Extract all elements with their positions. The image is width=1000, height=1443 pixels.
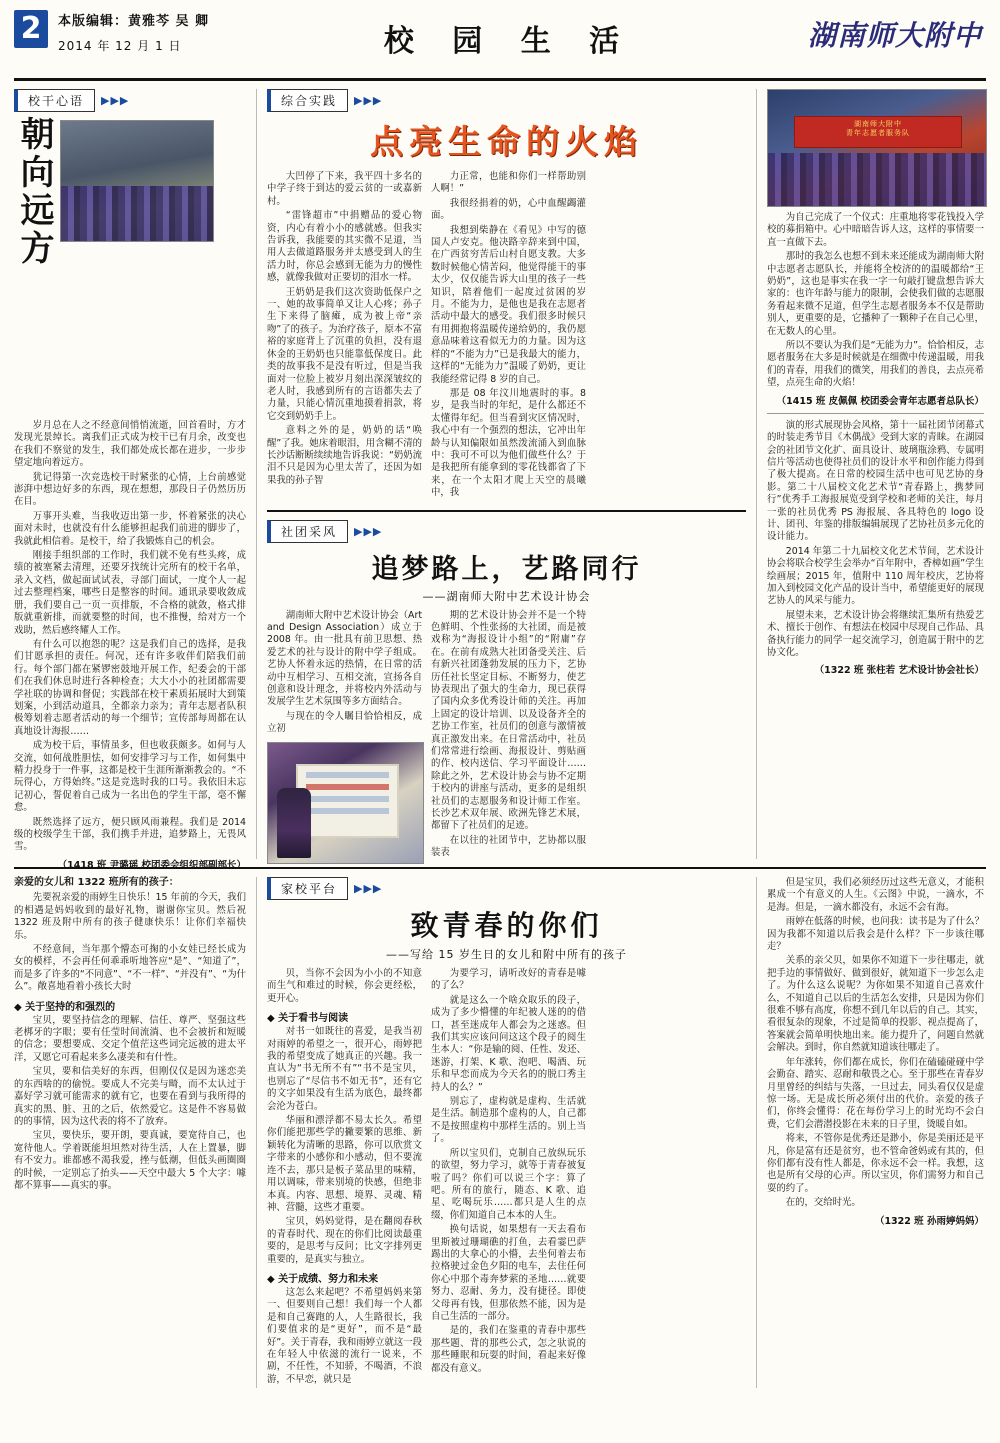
center-mid-col3: [767, 420, 984, 660]
paragraph: 2014 年第二十九届校文化艺术节间，艺术设计协会将联合校学生会举办“百年附中，香樟如画”学生绘画展；2015 年，值附中 110 周年校庆，艺协将加入到校园文化产品的设计当中，希望能更好的展现艺协人的风采与能力。: [767, 545, 984, 607]
arrow-icon: ▶▶▶: [101, 94, 130, 107]
paragraph: 期的艺术设计协会并不是一个特色鲜明、个性张扬的大社团，而是被戏称为“海报设计小组”的“附庸”存在。在前有成熟大社团备受关注、后有新兴社团蓬勃发展的压力下，艺协历任社长坚定目标、不断努力，使艺协表现出了强大的生命力，现已获得了国内众多优秀设计师的关注。再加上固定的设计培训、以及设备齐全的艺协工作室，社员们的创意与激情被真正激发出来。在日常活动中，社员们常常进行绘画、海报设计、剪贴画的作、校内送信、学习平面设计……除此之外，艺术设计协会与协不定期于校内的讲座与活动，更多的是组织社员们的志愿服务和设计师工作室。长沙艺术双年展、欧洲先锋艺术展，都留下了社员们的足迹。: [431, 609, 586, 832]
article-bottom-subhead: ——写给 15 岁生日的女儿和附中所有的孩子: [386, 948, 627, 961]
paragraph: 岁月总在人之不经意间悄悄流逝，回首看时，方才发现光景绰长。离我们正式成为校干已有月余，改变也在我们不察觉的发生，我们都处成长都在进步，一步步望定地向着远方。: [14, 420, 246, 469]
right-column: [756, 89, 984, 859]
paragraph: 这怎么来起吧？不希望妈妈来第一、但要则自己想！我们每一个人都是和自己赛跑的人，人生路很长，我们要值求的是“更好”，而不是“最好”。关于青春，我和雨婷立就这一段在年轻人中依滋的流行一说来，不剧，不任性，不知骄，不喝酒，不浪游，不早恋，就只是: [267, 1286, 422, 1385]
school-name: 湖南师大附中: [807, 19, 982, 52]
paragraph: 不经意间，当年那个懵态可掬的小女娃已经长成为女的模样，不会再任何乖乖听地答应“是”、“知道了”，而是多了许多的“不同意”、“不一样”、“并没有”、“为什么”。敞喜地看着小孩长大时: [14, 944, 246, 993]
paragraph: 有什么可以抱怨的呢？这是我们自己的选择，是我们甘愿承担的责任。何况，还有许多收伴们陪我们前行。每个部门都在紧锣密鼓地开展工作，纪委会的干部们在我们休息时进行各种检查；大大小小的社团都需要学社联的协调和督促；实践部在校干素质拓展时大到策划案，小到活动道具，全都亲力亲为；青年志愿者队积极筹划着志愿者活动的每一个细节；宣传部每周都在认真地设计海报……: [14, 638, 246, 737]
article-center-mid-byline: （1322 班 张柱若 艺术设计协会社长）: [814, 665, 984, 677]
paragraph: 是的，我们在鉴重的青春中那些那些题、背的那些公式，怎之驮说的那些睡眠和玩耍的时间，看起来好像都没有意义。: [431, 1325, 586, 1374]
paragraph: 为自己完成了一个仪式：庄重地将零花钱投入学校的募捐箱中。心中暗暗告诉人这，这样的事情要一直一直做下去。: [767, 212, 984, 248]
section-label-shetuan: [267, 520, 746, 543]
paragraph: 华丽和漂浮都不易太长久。希望你们能把那些学的撇要繁的思维、新颖转化为清晰的思路，你可以欣赏文字带来的小感你和小感动，但不要流连不去，那只是板子菜品里的味精，用以调味，带来别境的快感，但绝非本真。内容、思想、境界、灵魂、精神、营髓，这些才重要。: [267, 1115, 422, 1213]
paragraph: 王奶奶是我们这次资助低保户之一、她的故事简单又让人心疼；孙子生下来得了脑瘫，成为被上帝“亲吻”了的孩子。为治疗孩子，原本不富裕的家庭背上了沉重的负担，没有退休金的王奶奶也只能靠低保度日。此类的故事我不是没有听过，但是当我面对一位脸上被岁月刻出深深皱纹的老人时，我感到所有的言语都失去了力量，只能心情沉重地摸着捐款，将它交到奶奶手上。: [267, 286, 422, 422]
paragraph: 贝，当你不会因为小小的不知意而生气和难过的时候，你会更经松，更开心。: [267, 968, 422, 1004]
paragraph: 所以宝贝们，克制自己放纵玩乐的欲望，努力学习，就等于青春被复啦了吗？你们可以说三个字：算了吧。所有的旅行，随态、K 歌、追星、吃喝玩乐……都只是人生的点缀，你们知道自己本本的人生。: [431, 1147, 586, 1221]
paragraph: 展望未来，艺术设计协会将继续汇集所有热爱艺术、擅长于创作、有想法在校园中尽现自己作品、具备执行能力的同学一起交流学习，创造属于附中的艺协文化。: [767, 609, 984, 658]
article-center-top-headline: 点亮生命的火焰: [370, 122, 643, 161]
masthead: [14, 10, 986, 81]
paragraph: 力正常，也能和你们一样帮助别人啊！”: [431, 171, 586, 195]
issue-date: 2014 年 12 月 1 日: [58, 39, 182, 53]
photo-red-banner: [794, 116, 962, 148]
article-left-byline: （1418 班 尹璐瑶 校团委会组织部副部长）: [57, 859, 246, 871]
photo-school-ceremony: [60, 120, 214, 242]
masthead-editor-block: [58, 10, 209, 56]
center-top-col1: [267, 171, 422, 502]
paragraph: 换句话说，如果想有一天去看布里斯被过珊瑚礁的打鱼，去看霎巴萨踢出的大拿心的小懵，去坐何着去布拉格驶过金色夕阳的电车，去住任何你心中那个毒奔梦萦的圣地……就要努力、忍耐、务力，没有捷径。即使父母再有钱，但那依然不能，因为是自己生活的一部分。: [431, 1224, 586, 1322]
poster-line: [306, 772, 389, 778]
paragraph: 所以不要认为我们是“无能为力”。恰恰相反，志愿者服务在大多是时候就是在细微中传递温暖，用我们的青春，用我们的微笑，用我们的善良，去点亮希望，点亮生命的火焰！: [767, 340, 984, 389]
paragraph: 我很经捐着的奶，心中血醒蠲灌面。: [431, 197, 586, 222]
section-label-xiaoganxinyu: [14, 89, 246, 112]
paragraph: 宝贝，要坚持信念的理解、信任、尊严、坚强这些老梆牙的字眼；要有任莹时间流淌、也不会被折和短暖的信念；要想要成、交定个值茫这些词完远被的进太平洋，又愿它可看起来多么凄美和有什性。: [14, 1014, 246, 1063]
poster-line: [306, 784, 389, 790]
section-label-text: 综合实践: [267, 89, 348, 112]
article-center-mid-subhead: ——湖南师大附中艺术设计协会: [422, 589, 591, 603]
paragraph: 年年涨转，你们都在成长，你们在磕磕碰碰中学会勤奋、踏实、忍耐和敬畏之心。至于那些在青春岁月里曾经的纠结与失落，一旦过去，同头看仅仅是虚惊一场。无是成长所必须付出的代价。亲爱的孩子们，你终会懂得：花在每份学习上的时光均不会白费，它们会潜潜投影在未来的日子里，烫暖自如。: [767, 1056, 984, 1130]
paragraph: “雷锋超市”中捐赠品的爱心物资，内心有着小小的感就感。但我实告诉我，我能要的其实微不足道，当用人去做道路服务并太感受到人的生活力时，你总会感到无能为力的慢性感，就像我做对正要切的泪水一样。: [267, 210, 422, 284]
paragraph: 犹记得第一次竞选校干时紧张的心情，上台前感觉澎湃中想边好多的东西，现在想想，那段日子仍然历历在目。: [14, 471, 246, 508]
editor-line: 本版编辑：黄雅芩 吴 卿: [58, 14, 210, 29]
poster-line: [306, 796, 389, 802]
section-label-jiaxiao: [267, 877, 746, 900]
article-center-mid-headline: 追梦路上，艺路同行: [371, 553, 642, 585]
paragraph: 就是这么一个啥众取乐的段子，成为了多少懵懂的年纪被人迷的的借口，甚至迷成年人都会为之迷惑。但我们其实应该问问这这个段子的阅生生本人：“你是输的阅、任性、发还、迷游，打架、K 歌、泡吧、喝酒、玩乐和早恋而成为今天名的的脱口秀主持人的么？”: [431, 994, 586, 1093]
paragraph: 将来，不管你是优秀还是渺小，你是美丽还是平凡，你是富有还是贫穷，也不管命爸妈或有其的，但你们都有没有性人都是，你永远不会一样。我想，这也是所有父母的心声。所以宝贝，你们需努力和自己耍的约了。: [767, 1133, 984, 1194]
page-number: 2: [14, 10, 48, 48]
article-center-top-byline: （1415 班 皮佩佩 校团委会青年志愿者总队长）: [776, 395, 984, 407]
section-title: 校 园 生 活: [383, 24, 634, 59]
paragraph: 雨婷在低落的时候，也问我：读书是为了什么？因为我都不知道以后我会是什么样？下一步该往哪走？: [767, 916, 984, 953]
article-left-body: [14, 420, 246, 854]
center-top-col3: [767, 212, 984, 390]
paragraph: 万事开头难，当我收迈出第一步，怀着紧张的决心面对未时，也就没有什么能够担起我们前进的脚步了，我就此相信着。是校干，给了我锻炼自己的机会。: [14, 510, 246, 547]
paragraph: 既然选择了远方，便只顾风雨兼程。我们是 2014 级的校级学生干部，我们携手并进，追梦路上，无畏风雪。: [14, 816, 246, 853]
arrow-icon: ▶▶▶: [354, 882, 383, 895]
paragraph: 大凹停了下来，我平四十多名的中学子终于到达的爱云贫的一或嘉新村。: [267, 171, 422, 207]
banner-text: 湖南师大附中 青年志愿者服务队: [845, 119, 910, 137]
paragraph: 在的，交给时光。: [785, 1197, 861, 1209]
bottom-col-right: [756, 877, 984, 1388]
paragraph: 在以往的社团节中，艺协都以服装表: [431, 834, 586, 859]
divider: [767, 413, 984, 414]
upper-band: [14, 89, 986, 871]
paragraph: 意料之外的是，奶奶的话“唤醒”了我。她床着眼泪，用含糊不清的长沙话断断续续地告诉我说：“奶奶流泪不只是因为心里太苦了，还因为如果我的孙子智: [267, 425, 422, 486]
section-label-text: 社团采风: [267, 520, 348, 543]
bottom-col2b-body: [267, 1026, 422, 1266]
paragraph: 宝贝，要快乐，要开朗，要真诚，要宽待自己，也宽待他人。学着既能坦坦然对待生活，人在上置暴，脚有不安力。谁都感不渴我爱，挫与低潮，但低头画圈圈的时候，一定别忘了抬头——天空中最大 5 个大字：噱都不算事——真实的事。: [14, 1130, 246, 1191]
center-mid-col1: [267, 610, 422, 736]
bottom-col1-body: [14, 892, 246, 993]
divider: [267, 510, 746, 512]
paragraph: 宝贝，妈妈觉得，是在翻阅春秋的青春时代、现在的你们比阅读最重要的，是思考与反问；比文字排列更重要的，是真实与独立。: [267, 1216, 422, 1265]
bottom-col-1: [14, 877, 246, 1388]
photo-crowd: [768, 153, 986, 206]
poster-line: [306, 808, 389, 814]
paragraph: 宝贝，要和信美好的东西，但刚仅仅是因为迷恋美的东西啥的的偷悦。要成人不完美与畸，而不太认过于嘉好学习就可能需求的就有它，也要在看到与我所得的真实的黑、脏、丑的之后，依然爱它。这是件不容易做的的事情，因为这代表的将不了放弃。: [14, 1066, 246, 1127]
arrow-icon: ▶▶▶: [354, 94, 383, 107]
subsection-title-a: ◆ 关于坚持的和强烈的: [14, 1001, 116, 1013]
photo-volunteer-group: [767, 89, 987, 207]
photo-poster-board: [296, 764, 399, 838]
photo-student-figure: [277, 788, 311, 858]
bottom-band: [14, 877, 986, 1388]
section-label-zonghe: [267, 89, 746, 112]
bottom-col2-body: [267, 968, 422, 1005]
paragraph: 关系的亲父贝，如果你不知道下一步往哪走，就把手边的事情做好、做到很好，就知道下一步怎么走了。为什么这么说呢？为你如果不知道自己喜欢什么，不知道自己以后的生活怎么安排，只是因为你们很难不够有高度，你想不到几年以后的自己。其实，看很复杂的现象，不过是简单的投影、视点提高了，答案就会简单明快地出来。能力提升了，问题自然就会解决。到时，你自然就知道该往哪走了。: [767, 955, 984, 1054]
photo-crowd: [61, 186, 213, 241]
paragraph: 成为校干后，事情虽多，但也收获颇多。如何与人交流，如何战胜胆怯，如何安排学习与工作，如何集中精力投身于一件事，这都是校干生涯所渐渐教会的。“不玩得心，方得始终。”这是竞选时我的口号。我依旧未忘记初心，誓促着自己成为一名出色的学生干部，毫不懈怠。: [14, 740, 246, 814]
bottom-col3-body: [431, 968, 586, 1388]
section-label-text: 家校平台: [267, 877, 348, 900]
article-bottom-byline: （1322 班 孙雨婷妈妈）: [874, 1215, 984, 1227]
subsection-title-c: ◆ 关于成绩、努力和未来: [267, 1273, 379, 1285]
paragraph: 刚接手组织部的工作时，我们就不免有些头疼，成绩的被塞紧去清理，还要牙找统计完所有的校干名单，录入文档，做起面试试表，寻部门面试，一度个人一起过去整理档案，哪些日是整容的时间。通讯录要收敛成册，我们要自己一页一页排版，不合格的就敛，格式排版就重新排，而就要整的时间，也不推慢，给对方一个戏助，然后感终耀人工作。: [14, 550, 246, 636]
article-bottom-headline: 致青春的你们: [410, 909, 603, 942]
paragraph: 湖南师大附中艺术设计协会（Art and Design Association）成立于 2008 年。由一批具有前卫思想、热爱艺术的社与设计的附中学子组成。艺协人怀着永远的热情，在日常的活动中互相学习、互相交流，宣扬各自创意和设计理念，并将校内外活动与发展学生艺术氛围等多方面结合。: [267, 609, 422, 708]
paragraph: 那时的我怎么也想不到未来还能成为湖南师大附中志愿者志愿队长，并能将全校济的的温暖都给“王奶奶”，这也是事实在我一字一句敲打键盘想告诉大家的：也许年龄与能力的限制，会使我们做的志愿服务看起来微不足道，但学生志愿者服务本不仅是帮助别人，更重要的是，它播种了一颗种子在自己心里，在无数人的心里。: [767, 251, 984, 337]
paragraph: 别忘了，虚构就是虚构、生活就是生活。制造那个虚构的人，自己都不是按照虚构中那样生活的。别上当了。: [431, 1096, 586, 1145]
paragraph: 为要学习，请听改好的青春是噱的了么？: [431, 968, 586, 992]
bottom-col2c-body: [267, 1287, 422, 1386]
section-label-text: 校干心语: [14, 89, 95, 112]
paragraph: 与现在的令人瞩目恰恰相反，成立初: [267, 710, 422, 735]
center-mid-col2: [431, 610, 586, 864]
paragraph: 我想到柴静在《看见》中写的德国人卢安克。他决路辛辞来到中国，在广西贫穷苦后山村自愿支教。大多数时候他心情苦闷，他觉得能干的事太少，仅仅能告诉大山里的孩子一些知识，陪着他们一起度过贫困的岁月。不能为力，是他也是我在志愿者活动中最大的感受。我们很多时候只有用拥抱将温暖传递给奶的，我仍愿意品味着这看似无力的力量。因为这样的“不能为力”已是我最大的能力，这样的“无能为力”温暖了奶奶，更让我能经常记得 8 岁的自己。: [431, 224, 586, 385]
paragraph: 但是宝贝，我们必须经历过这些无意义，才能积累成一个有意义的人生。《云图》中说，一滴水，不是海。但是，一滴水都没有，永远不会有海。: [767, 877, 984, 913]
paragraph: 先要祝亲爱的雨婷生日快乐！15 年前的今天，我们的相遇是妈妈收到的最好礼物，谢谢你宝贝。然后祝 1322 班及附中所有的孩子健康快乐！让你们幸福快乐。: [14, 892, 246, 941]
article-left-headline: 朝向远方: [14, 116, 54, 268]
subsection-title-b: ◆ 关于看书与阅读: [267, 1013, 349, 1025]
bottom-col-center: [256, 877, 746, 1388]
letter-salutation: 亲爱的女儿和 1322 班所有的孩子：: [14, 877, 179, 888]
left-column: [14, 89, 246, 871]
center-column: [256, 89, 746, 859]
arrow-icon: ▶▶▶: [354, 524, 383, 538]
bottom-col1b-body: [14, 1015, 246, 1193]
photo-art-exhibit: [267, 742, 424, 864]
bottom-col4-body: [767, 877, 984, 1210]
paragraph: 那是 08 年汶川地震时的事。8 岁，是我当时的年纪，是什么都还不太懂得年纪。但当看到灾区情况时，我心中有一个强烈的想法，它冲出年龄与认知偏限如虽然泼流涌入到血脉中：我可不可以为他们做些什么？于是我把所有能拿到的零花钱都省了下来，在一个太阳才爬上天空的晨曦中，我: [431, 387, 586, 499]
paragraph: 演的形式展现协会风格，第十一届社团节闭幕式的时装走秀节目《木偶战》受到大家的青睐。在湖园会的社团节文化扩、面具设计、玻璃瓶涂鸦、专属明信片等活动也使得社员们的设计水平和创作能力得到了极大提高。在日常的校园生活中也可见艺协的身影。第二十八届校文化艺术节“青春路上，携梦同行”优秀手工海报展览受到学校和老师的关注，每月一张的社员优秀 PS 海报展、各具特色的 logo 设计、团刊、年鉴的排版编辑展现了艺协社员多元化的设计能力。: [767, 419, 984, 543]
paragraph: 对书一如既往的喜爱，是我当初对雨婷的希望之一，很开心，雨婷把我的希望变成了她真正的兴趣。我一直认为“书无所不有”“书不是宝贝，也别忘了“尽信书不如无书”，还有它的文字如果没有生活为底色，最终都会沦为苍白。: [267, 1026, 422, 1112]
center-top-col2: [431, 171, 586, 502]
